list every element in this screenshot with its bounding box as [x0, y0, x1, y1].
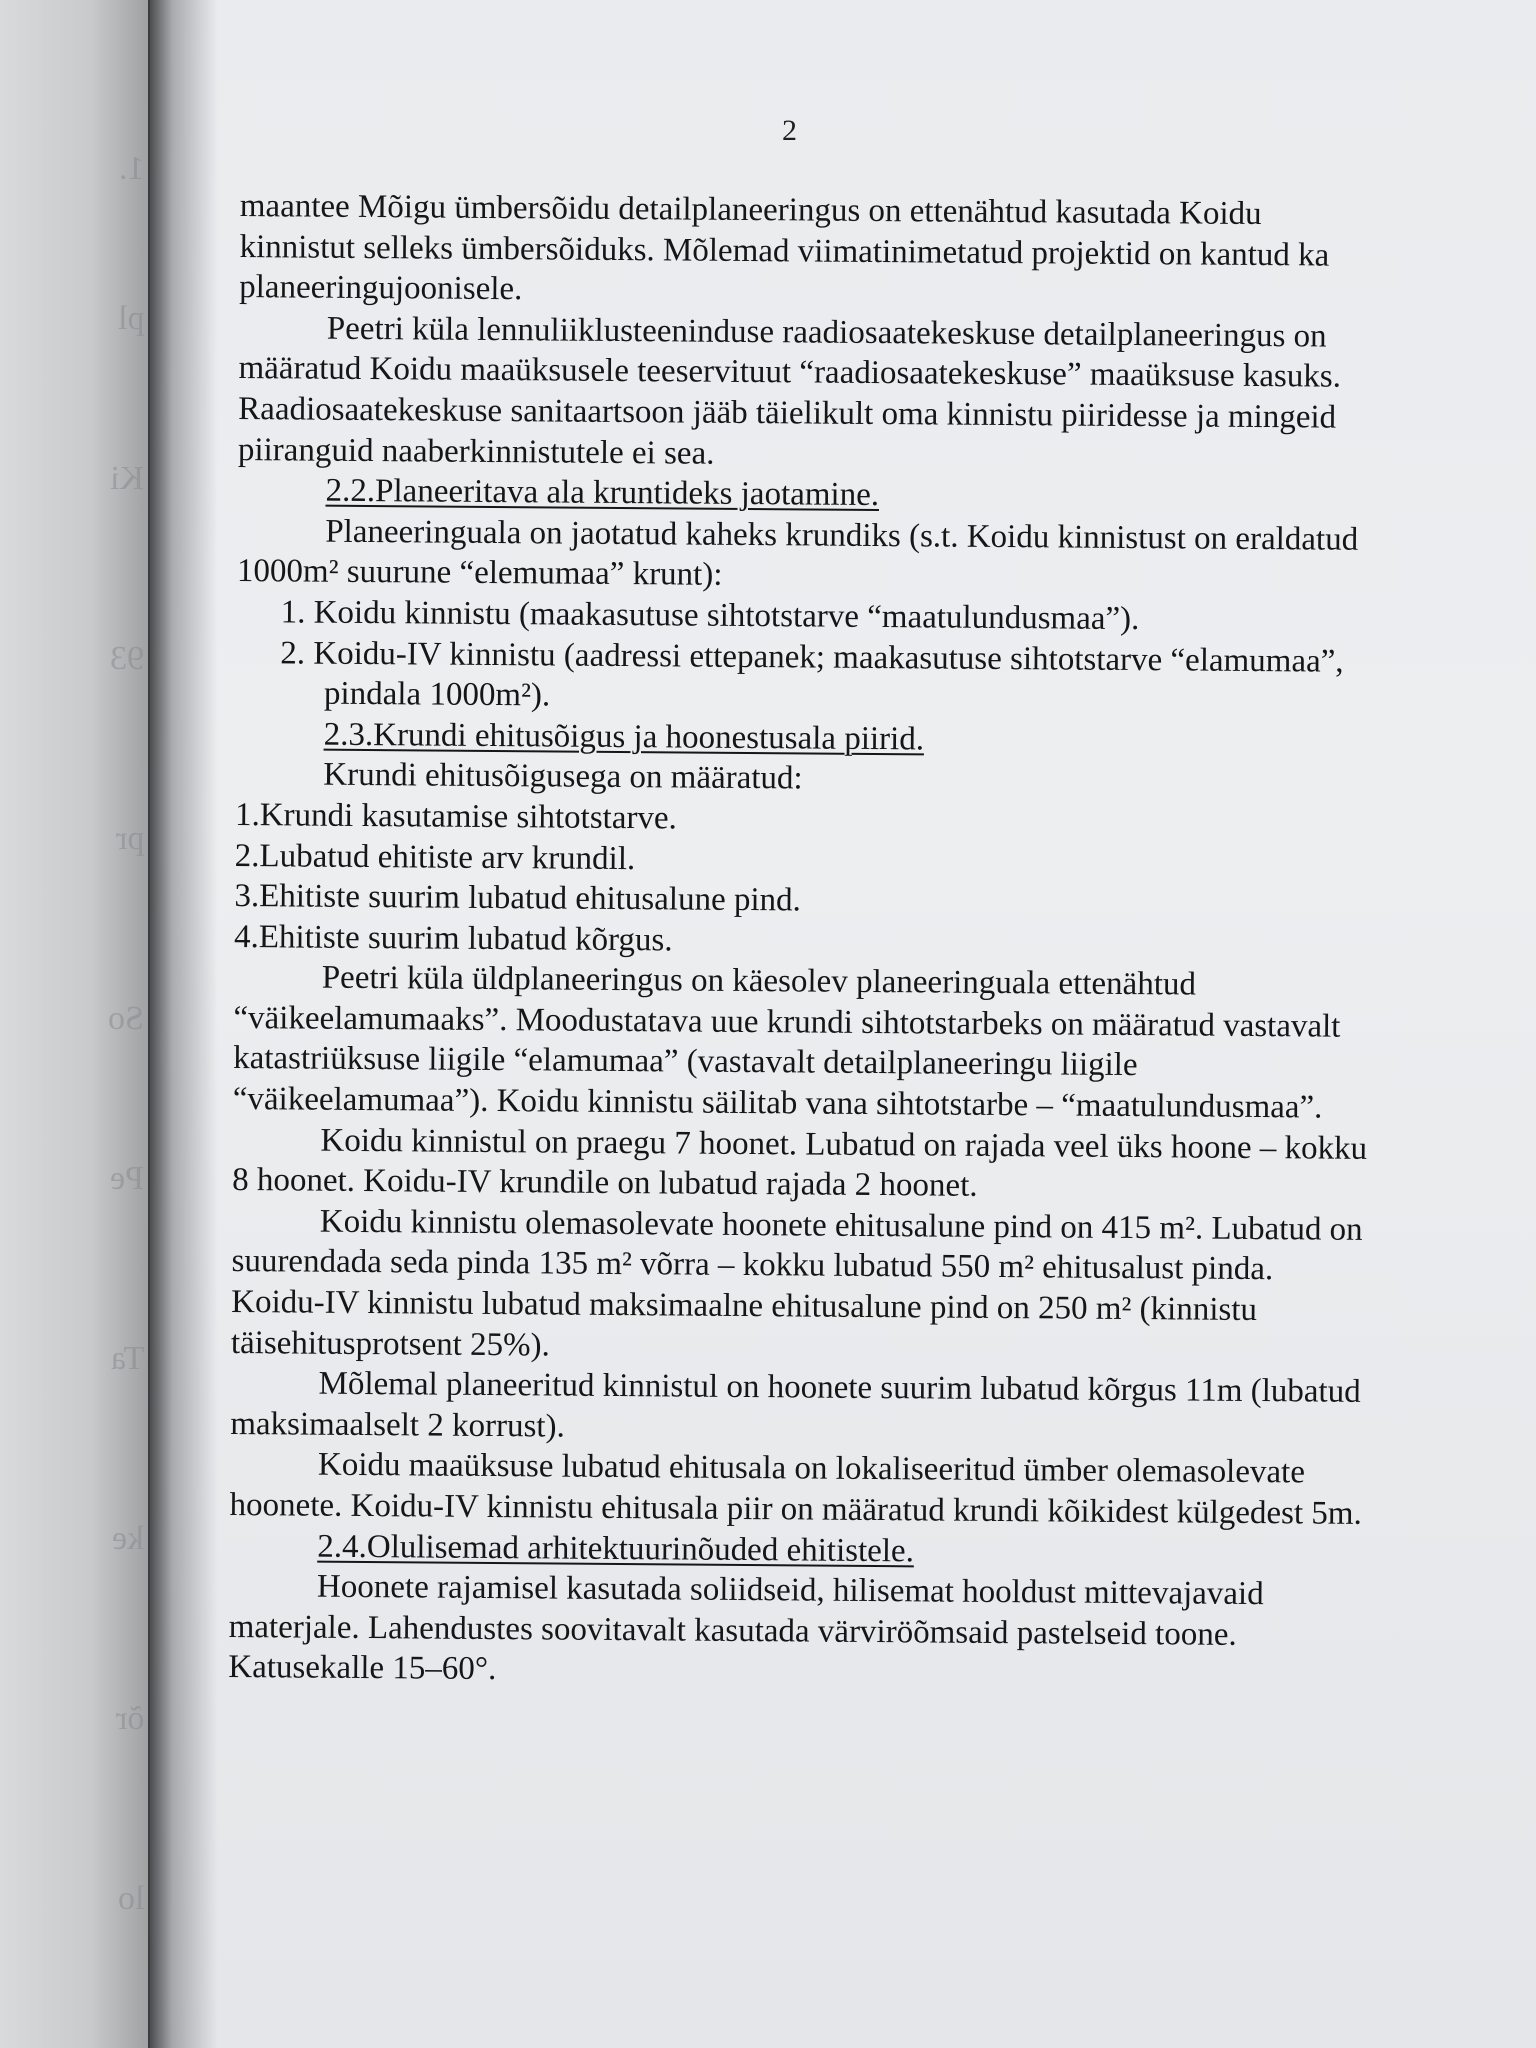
paragraph: Koidu maaüksuse lubatud ehitusala on lokaliseeritud ümber olemasolevate hoonete. Koidu-IV kinnistu ehitusala piir on määratud krundi kõikidest külgedest 5m. [229, 1447, 1362, 1532]
paragraph: Koidu kinnistu olemasolevate hoonete ehitusalune pind on 415 m². Lubatud on suurendada seda pinda 135 m² võrra – kokku lubatud 550 m² ehitusalust pinda. Koidu-IV kinnistu lubatud maksimaalne ehitusalune pind on 250 m² (kinnistu täisehitusprotsent 25%). [230, 1203, 1363, 1364]
paragraph: Mõlemal planeeritud kinnistul on hoonete suurim lubatud kõrgus 11m (lubatud maksimaalselt 2 korrust). [230, 1365, 1361, 1445]
heading-text: 2.2.Planeeritava ala kruntideks jaotamine. [325, 472, 880, 514]
paragraph: Peetri küla üldplaneeringus on käesolev planeeringuala ettenähtud “väikeelamumaaks”. Moodustatava uue krundi sihtotstarbeks on määratud vastavalt katastriüksuse liigile “elamumaa” (vastavalt detailplaneeringu liigile “väikeelamumaa”). Koidu kinnistu säilitab vana sihtotstarbe – “maatulundusmaa”. [232, 959, 1341, 1126]
ghost-glyphs: pl [117, 300, 144, 337]
list-item: 4.Ehitiste suurim lubatud kõrgus. [233, 918, 673, 959]
list-item: 2.Lubatud ehitiste arv krundil. [234, 837, 636, 877]
ghost-glyphs: Pe [110, 1160, 144, 1197]
page-number: 2 [782, 114, 797, 147]
paragraph: Koidu kinnistul on praegu 7 hoonet. Lubatud on rajada veel üks hoone – kokku 8 hoonet. Koidu-IV krundile on lubatud rajada 2 hoonet. [232, 1122, 1368, 1205]
list-item: 1. Koidu kinnistu (maakasutuse sihtotstarve “maatulundusmaa”). [280, 594, 1140, 638]
paragraph: Hoonete rajamisel kasutada soliidseid, hilisemat hooldust mittevajavaid materjale. Lahendustes soovitavalt kasutada värviröõmsaid pastelseid toone. Katusekalle 15–60°. [228, 1568, 1264, 1688]
ghost-glyphs: So [108, 1000, 144, 1037]
previous-page-edge [0, 0, 150, 2048]
page-body [228, 186, 1380, 1697]
ghost-glyphs: õr [115, 1700, 144, 1737]
ghost-glyphs: Ki [110, 460, 144, 497]
heading-text: 2.4.Olulisemad arhitektuurinõuded ehitistele. [317, 1528, 915, 1569]
list-item: 2. Koidu-IV kinnistu (aadressi ettepanek; maakasutuse sihtotstarve “elamumaa”, pindala 1000m²). [280, 634, 1344, 714]
heading-text: 2.3.Krundi ehitusõigus ja hoonestusala piirid. [323, 716, 925, 758]
ghost-glyphs: 93 [110, 640, 144, 677]
ghost-glyphs: pr [115, 820, 144, 857]
ghost-glyphs: lo [117, 1880, 144, 1917]
ghost-glyphs: 1. [118, 150, 144, 187]
paragraph: Peetri küla lennuliiklusteeninduse raadiosaatekeskuse detailplaneeringus on määratud Koidu maaüksusele teeservituut “raadiosaatekeskuse” maaüksuse kasuks. Raadiosaatekeskuse sanitaartsoon jääb täielikult oma kinnistu piiridesse ja mingeid piiranguid naaberkinnistutele ei sea. [237, 310, 1342, 472]
book-gutter-shadow [148, 0, 218, 2048]
paragraph: Krundi ehitusõigusega on määratud: [323, 756, 803, 797]
ghost-glyphs: ke [111, 1520, 144, 1557]
list-item: 3.Ehitiste suurim lubatud ehitusalune pind. [234, 878, 801, 919]
paragraph: Planeeringuala on jaotatud kaheks krundiks (s.t. Koidu kinnistust on eraldatud 1000m² suurune “elemumaa” krunt): [236, 513, 1359, 594]
list-item: 1.Krundi kasutamise sihtotstarve. [234, 796, 677, 837]
ghost-glyphs: Ta [110, 1340, 144, 1377]
document-page [150, 0, 1536, 2048]
paragraph: maantee Mõigu ümbersõidu detailplaneeringus on ettenähtud kasutada Koidu kinnistut selleks ümbersõiduks. Mõlemad viimatinimetatud projektid on kantud ka planeeringujoonisele. [239, 187, 1330, 308]
